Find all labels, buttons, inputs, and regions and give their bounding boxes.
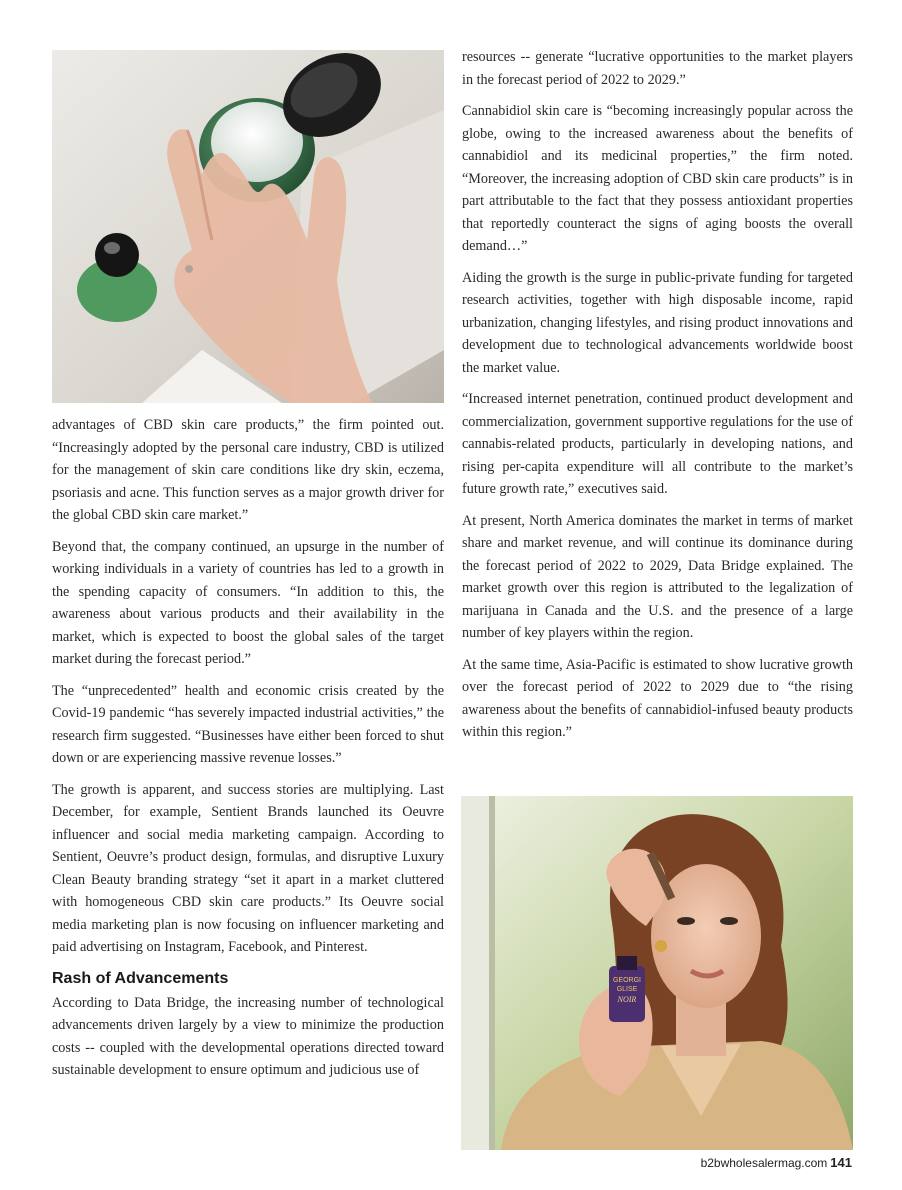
page-number: 141: [830, 1155, 852, 1170]
right-paragraph-2: Cannabidiol skin care is “becoming increasingly popular across the globe, owing to the increased awareness about the benefits of cannabidiol and its medicinal properties,” the firm noted. “Moreover, the increasing adoption of CBD skin care products” is in part attributable to the fact that they possess antioxidant properties that reportedly counteract the signs of aging boosts the overall demand…”: [462, 103, 853, 254]
left-column: [52, 414, 444, 1091]
left-paragraph-5: According to Data Bridge, the increasing number of technological advancements driven largely by a view to minimize the production costs -- coupled with the developmental operations directed toward sustainable development to ensure optimum and judicious use of: [52, 994, 444, 1078]
section-subhead: Rash of Advancements: [52, 969, 229, 987]
bottle-label-line-1: GEORGI: [612, 977, 642, 984]
serum-bottle: [609, 966, 645, 1022]
right-paragraph-5: At present, North America dominates the market in terms of market share and market revenue, and will continue its dominance during the forecast period of 2022 to 2029, Data Bridge explained. The market growth over this region is attributed to the legalization of marijuana in Canada and the U.S. and the presence of a large number of key players within the region.: [462, 512, 853, 641]
right-paragraph-3: Aiding the growth is the surge in public-private funding for targeted research activities, together with high disposable income, rapid urbanization, changing lifestyles, and rising product innovations and development due to technological advancements worldwide boost the market value.: [462, 269, 853, 376]
footer-site: b2bwholesalermag.com: [700, 1156, 828, 1170]
right-paragraph-4: “Increased internet penetration, continued product development and commercialization, government supportive regulations for the use of cannabis-related products, particularly in developing nations, and rising per-capita expenditure will all contribute to the market’s future growth rate,” executives said.: [462, 391, 853, 497]
right-column: [462, 46, 853, 753]
woman-illustration: [461, 796, 853, 1150]
left-paragraph-4: The growth is apparent, and success stories are multiplying. Last December, for example, Sentient Brands launched its Oeuvre influencer and social media marketing campaign. According to Sentient, Oeuvre’s product design, formulas, and disruptive Luxury Clean Beauty branding strategy “set it apart in a market cluttered with homogeneous CBD skin care products.” Its Oeuvre social media marketing plan is now focusing on influencer marketing and paid advertising on Instagram, Facebook, and Pinterest.: [52, 781, 444, 955]
left-paragraph-1: advantages of CBD skin care products,” the firm pointed out. “Increasingly adopted by the personal care industry, CBD is utilized for the management of skin care conditions like dry skin, eczema, psoriasis and acne. This function serves as a major growth driver for the global CBD skin care market.”: [52, 417, 444, 523]
skincare-photo: [52, 50, 444, 403]
left-paragraph-3: The “unprecedented” health and economic crisis created by the Covid-19 pandemic “has severely impacted industrial activities,” the research firm suggested. “Businesses have either been forced to shut down or are experiencing massive revenue losses.”: [52, 682, 444, 766]
skincare-illustration: [52, 50, 444, 403]
bottle-label-line-2: GLISE: [616, 986, 638, 993]
woman-serum-photo: [461, 796, 853, 1150]
right-paragraph-6: At the same time, Asia-Pacific is estimated to show lucrative growth over the forecast period of 2022 to 2029 due to “the rising awareness about the benefits of cannabidiol-infused beauty products within this region.”: [462, 656, 853, 740]
bottle-label-line-3: NOIR: [617, 995, 637, 1004]
right-paragraph-1: resources -- generate “lucrative opportunities to the market players in the forecast period of 2022 to 2029.”: [462, 49, 853, 88]
left-paragraph-2: Beyond that, the company continued, an upsurge in the number of working individuals in a variety of countries has led to a growth in the spending capacity of consumers. “In addition to this, the awareness about various products and their availability in the market, which is expected to boost the global sales of the target market during the forecast period.”: [52, 538, 444, 667]
page-footer: [701, 1155, 852, 1170]
